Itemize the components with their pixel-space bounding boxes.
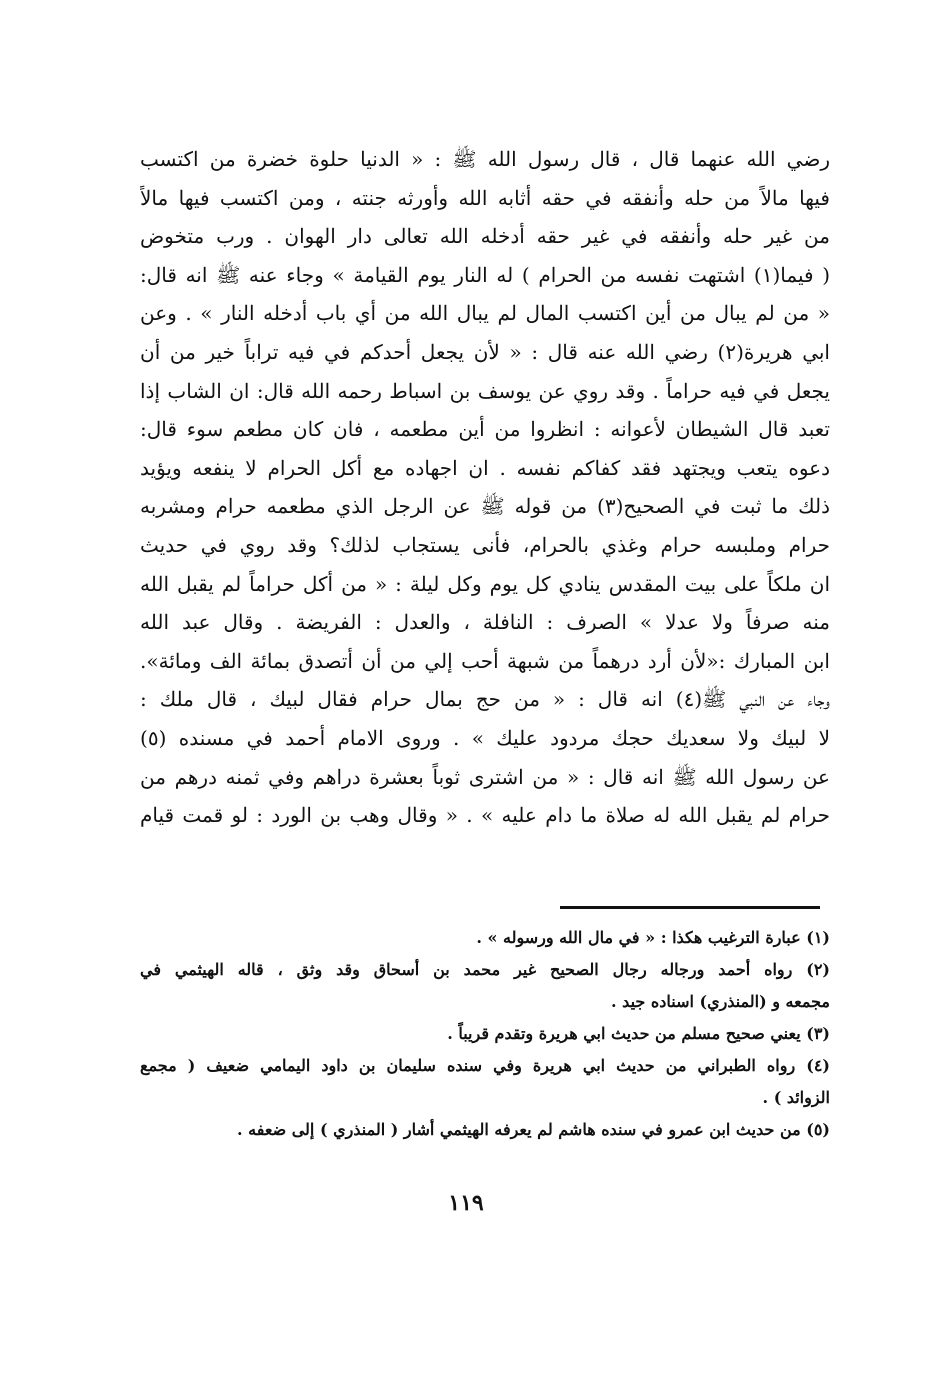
page-number: ١١٩ xyxy=(448,1190,484,1216)
text-line: دعوه يتعب ويجتهد فقد كفاكم نفسه . ان اجهاده مع أكل الحرام لا ينفعه ويؤيد xyxy=(140,455,830,480)
footnote-line: الزوائد ) . xyxy=(762,1088,830,1107)
footnote-4 xyxy=(140,1050,830,1114)
text-line: ( فيما(١) اشتهت نفسه من الحرام ) له النار يوم القيامة » وجاء عنه ﷺ انه قال: xyxy=(140,262,830,287)
footnotes xyxy=(140,922,830,1146)
text-line: فيها مالاً من حله وأنفقه في حقه أثابه الله وأورثه جنته ، ومن اكتسب فيها مالاً xyxy=(140,185,830,210)
footnote-3 xyxy=(140,1018,830,1050)
footnote-2 xyxy=(140,954,830,1018)
text-line: حرام لم يقبل الله له صلاة ما دام عليه » . « وقال وهب بن الورد : لو قمت قيام xyxy=(140,803,830,828)
text-line: رضي الله عنهما قال ، قال رسول الله ﷺ : « الدنيا حلوة خضرة من اكتسب xyxy=(140,147,830,171)
main-text xyxy=(140,140,830,835)
footnote-5 xyxy=(140,1114,830,1146)
text-line: « من لم يبال من أين اكتسب المال لم يبال الله من أي باب أدخله النار » . وعن xyxy=(140,301,830,326)
footnote-line: (٥) من حديث ابن عمرو في سنده هاشم لم يعرفه الهيثمي أشار ( المنذري ) إلى ضعفه . xyxy=(237,1120,830,1139)
text-line: منه صرفاً ولا عدلا » الصرف : النافلة ، والعدل : الفريضة . وقال عبد الله xyxy=(140,610,830,635)
footnote-1 xyxy=(140,922,830,954)
text-line: وجاء عن النبي ﷺ(٤) انه قال : « من حج بمال حرام فقال لبيك ، قال ملك : xyxy=(140,687,830,712)
footnote-line: (٤) رواه الطبراني من حديث ابي هريرة وفي سنده سليمان بن داود اليمامي ضعيف ( مجمع xyxy=(140,1056,830,1075)
footnote-line: (٢) رواه أحمد ورجاله رجال الصحيح غير محمد بن أسحاق وقد وثق ، قاله الهيثمي في xyxy=(140,960,830,979)
footnote-line: (٣) يعني صحيح مسلم من حديث ابي هريرة وتقدم قريباً . xyxy=(447,1024,830,1043)
footnote-line: مجمعه و (المنذري) اسناده جيد . xyxy=(611,992,830,1011)
text-line: حرام وملبسه حرام وغذي بالحرام، فأنى يستجاب لذلك؟ وقد روي في حديث xyxy=(140,532,830,557)
text-line: لا لبيك ولا سعديك حجك مردود عليك » . وروى الامام أحمد في مسنده (٥) xyxy=(140,725,830,750)
text-line: ذلك ما ثبت في الصحيح(٣) من قوله ﷺ عن الرجل الذي مطعمه حرام ومشربه xyxy=(140,494,830,519)
text-line: ابي هريرة(٢) رضي الله عنه قال : « لأن يجعل أحدكم في فيه تراباً خير من أن xyxy=(140,339,830,364)
footnote-divider xyxy=(560,906,820,909)
footnote-line: (١) عبارة الترغيب هكذا : « في مال الله ورسوله » . xyxy=(476,928,830,947)
text-line: ابن المبارك :«لأن أرد درهماً من شبهة أحب إلي من أن أتصدق بمائة الف ومائة». xyxy=(140,648,830,673)
text-line: يجعل في فيه حراماً . وقد روي عن يوسف بن اسباط رحمه الله قال: ان الشاب إذا xyxy=(140,378,830,403)
text-line: عن رسول الله ﷺ انه قال : « من اشترى ثوباً بعشرة دراهم وفي ثمنه درهم من xyxy=(140,764,830,789)
text-line: تعبد قال الشيطان لأعوانه : انظروا من أين مطعمه ، فان كان مطعم سوء قال: xyxy=(140,417,830,442)
text-line: من غير حله وأنفقه في غير حقه أدخله الله تعالى دار الهوان . ورب متخوض xyxy=(140,224,830,249)
text-line: ان ملكاً على بيت المقدس ينادي كل يوم وكل ليلة : « من أكل حراماً لم يقبل الله xyxy=(140,571,830,596)
